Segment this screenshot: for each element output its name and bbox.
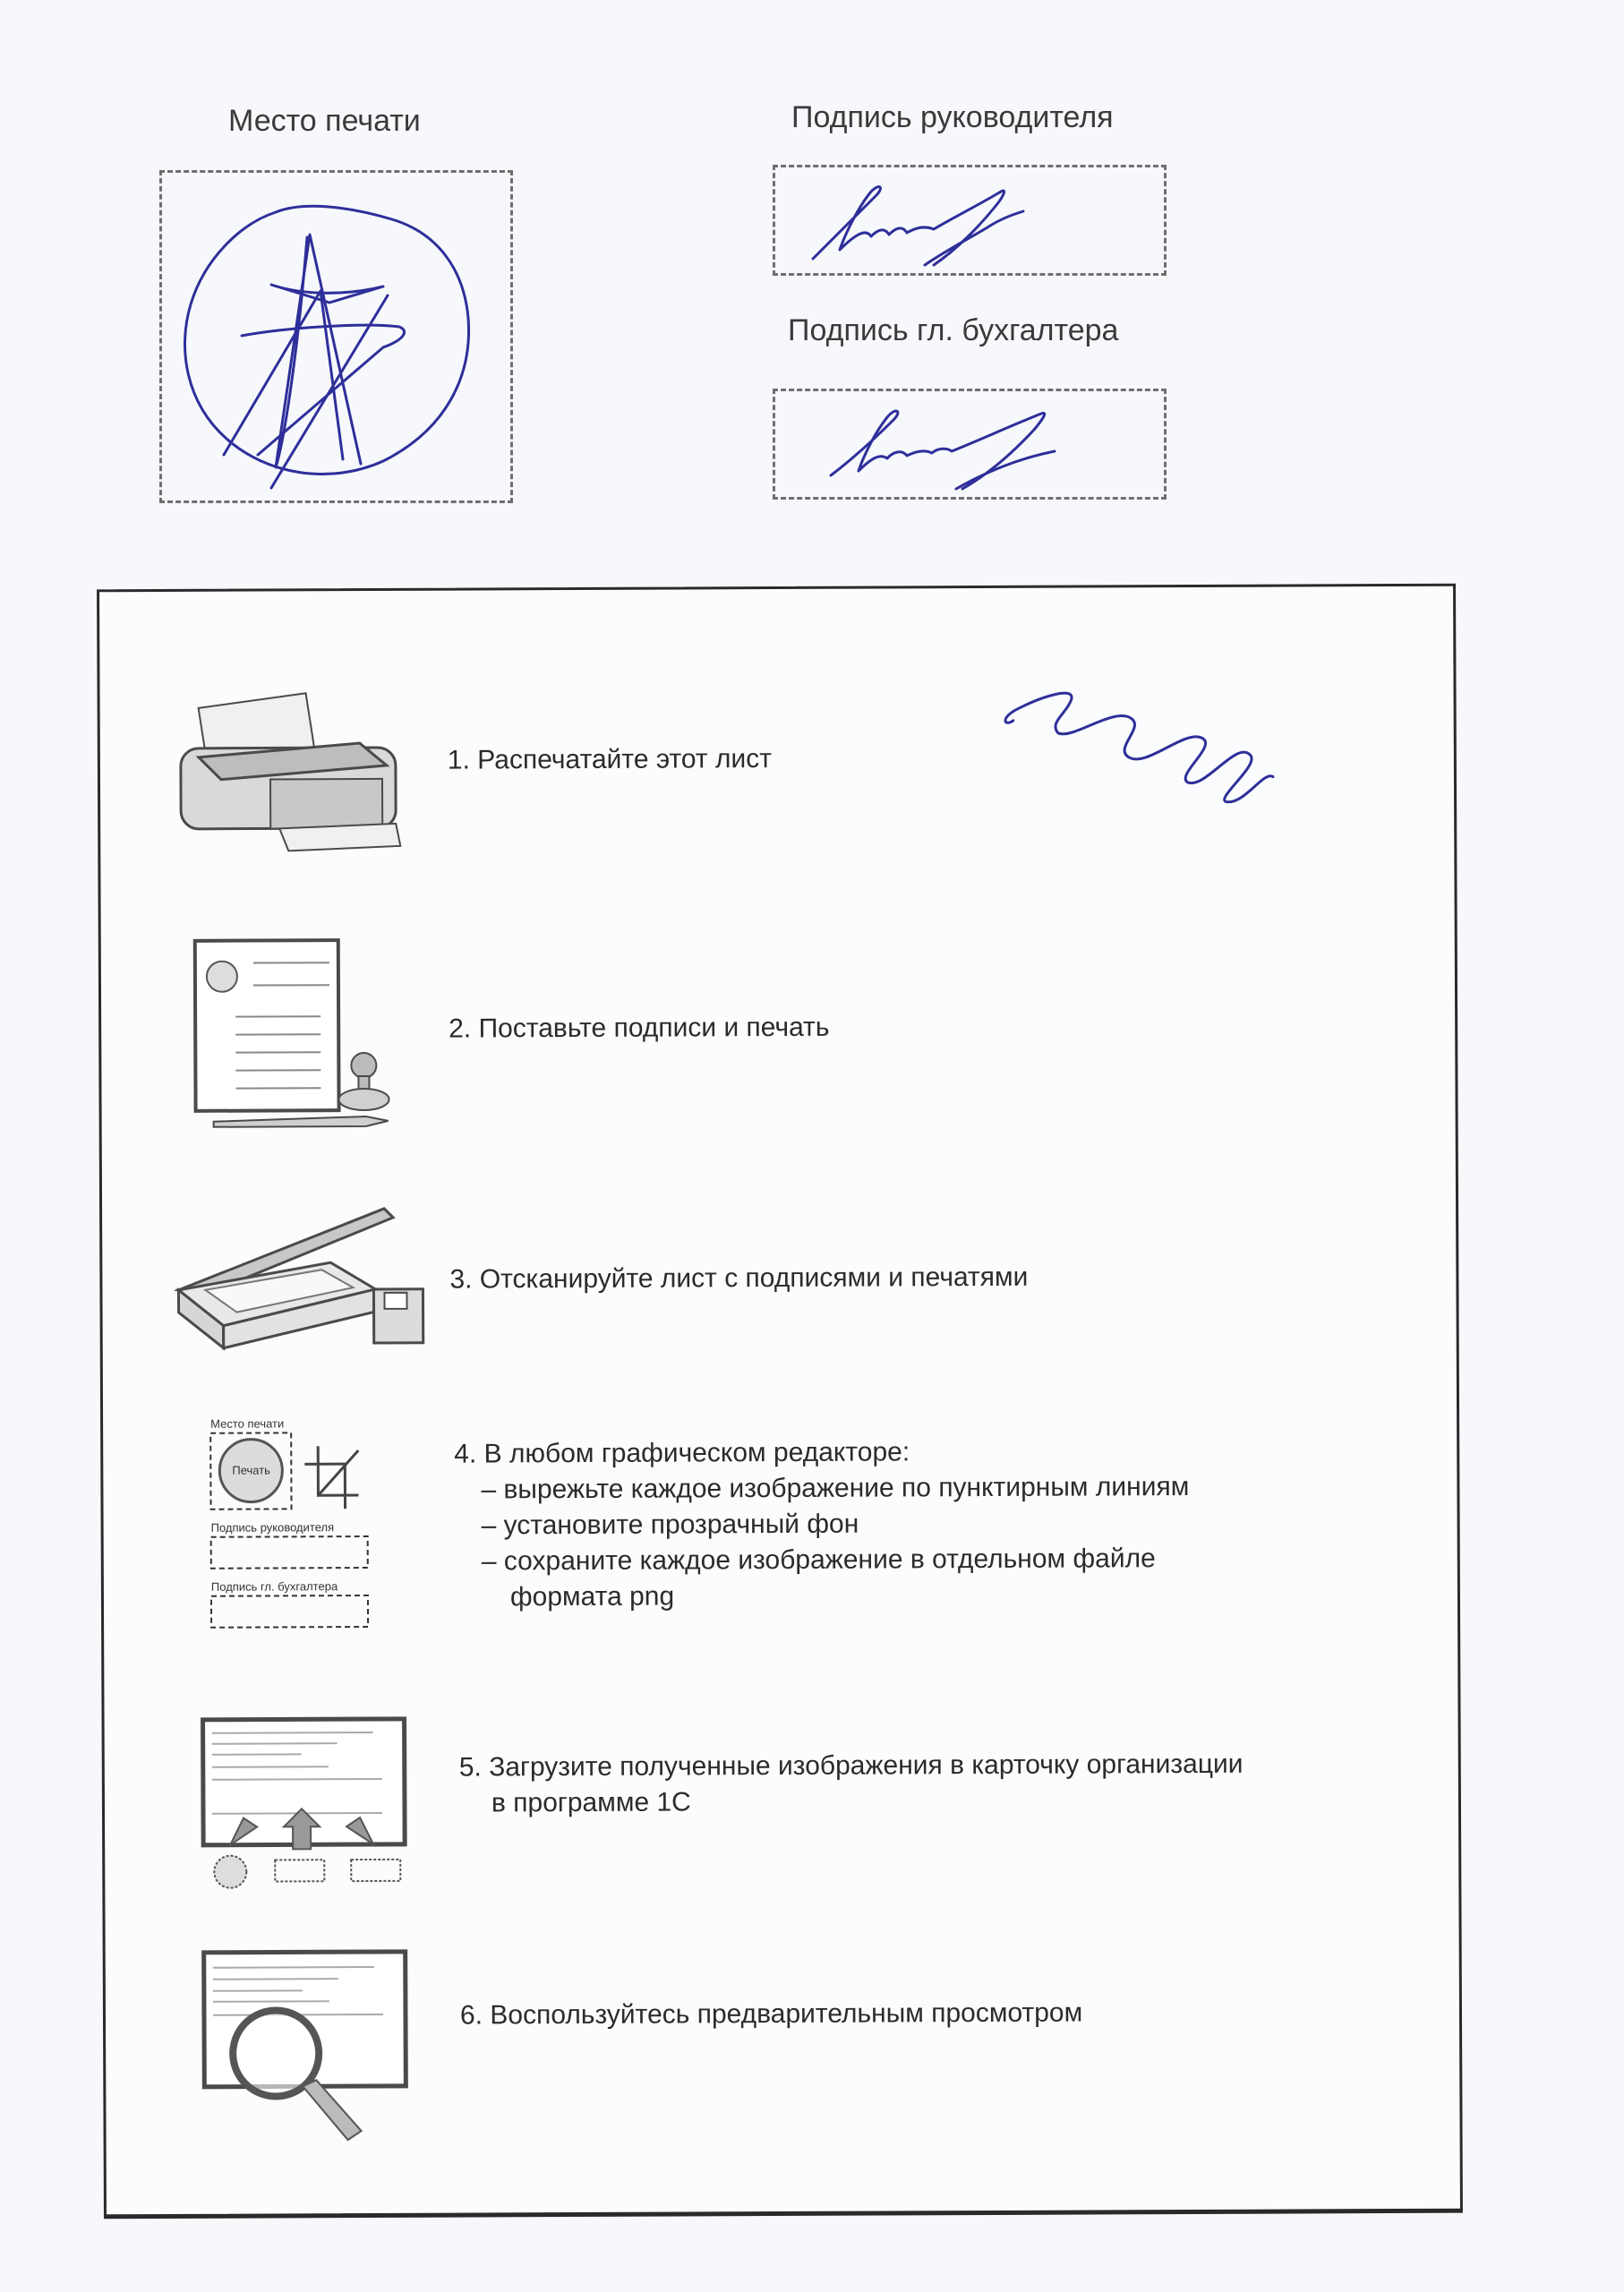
scanner-icon [169,1200,430,1353]
step-6-number: 6. [459,2000,483,2031]
step-4-label: В любом графическом редакторе: [483,1437,910,1469]
step-5-text [459,1747,1244,1822]
instructions-panel [97,584,1463,2219]
step-6-label: Воспользуйтесь предварительным просмотром [490,1997,1083,2031]
thumb-stamp-text: Печать [232,1463,270,1477]
step-1-text [448,741,772,779]
step-4-text [454,1433,1190,1616]
pen-scribble-drawing [995,676,1300,820]
thumb-director-label: Подпись руководителя [210,1520,335,1535]
director-signature-box [773,165,1167,276]
step-4-bullet: – вырежьте каждое изображение по пунктирным линиям [481,1472,1190,1505]
step-1-number: 1. [447,745,470,775]
director-signature-label: Подпись руководителя [791,100,1114,134]
step-3-number: 3. [449,1264,473,1295]
magnifier-preview-icon [195,1947,420,2145]
crop-illustration [192,1415,372,1630]
step-2-text [449,1010,829,1048]
accountant-signature-box [773,389,1167,500]
step-3-text [449,1260,1028,1298]
step-2-number: 2. [449,1013,472,1044]
stamp-place-label: Место печати [228,104,421,138]
step-5-number: 5. [458,1752,482,1783]
step-6-text [460,1996,1082,2034]
thumb-accountant-label: Подпись гл. бухгалтера [210,1579,338,1594]
step-5-label: Загрузите полученные изображения в карточку организации [489,1749,1244,1783]
step-5-label-line2: в программе 1С [491,1787,691,1818]
step-4-bullet-continuation: формата png [509,1581,675,1612]
step-3-label: Отсканируйте лист с подписями и печатями [479,1261,1029,1295]
crop-icon [304,1446,358,1509]
thumb-stamp-label: Место печати [210,1416,285,1431]
step-2-label: Поставьте подписи и печать [478,1012,830,1044]
accountant-signature-label: Подпись гл. бухгалтера [788,313,1119,347]
handwritten-stamp-drawing [159,170,513,503]
upload-form-icon [194,1715,410,1894]
director-signature-drawing [773,165,1167,276]
step-4-bullet: – сохраните каждое изображение в отдельном файле [481,1544,1156,1577]
step-4-number: 4. [454,1439,477,1469]
accountant-signature-drawing [773,389,1167,500]
stamp-box [159,170,513,503]
printer-icon [171,680,405,860]
step-4-bullet: – установите прозрачный фон [481,1509,859,1541]
step-1-label: Распечатайте этот лист [477,744,773,775]
signed-sheet-stamp-pen-icon [186,922,402,1129]
